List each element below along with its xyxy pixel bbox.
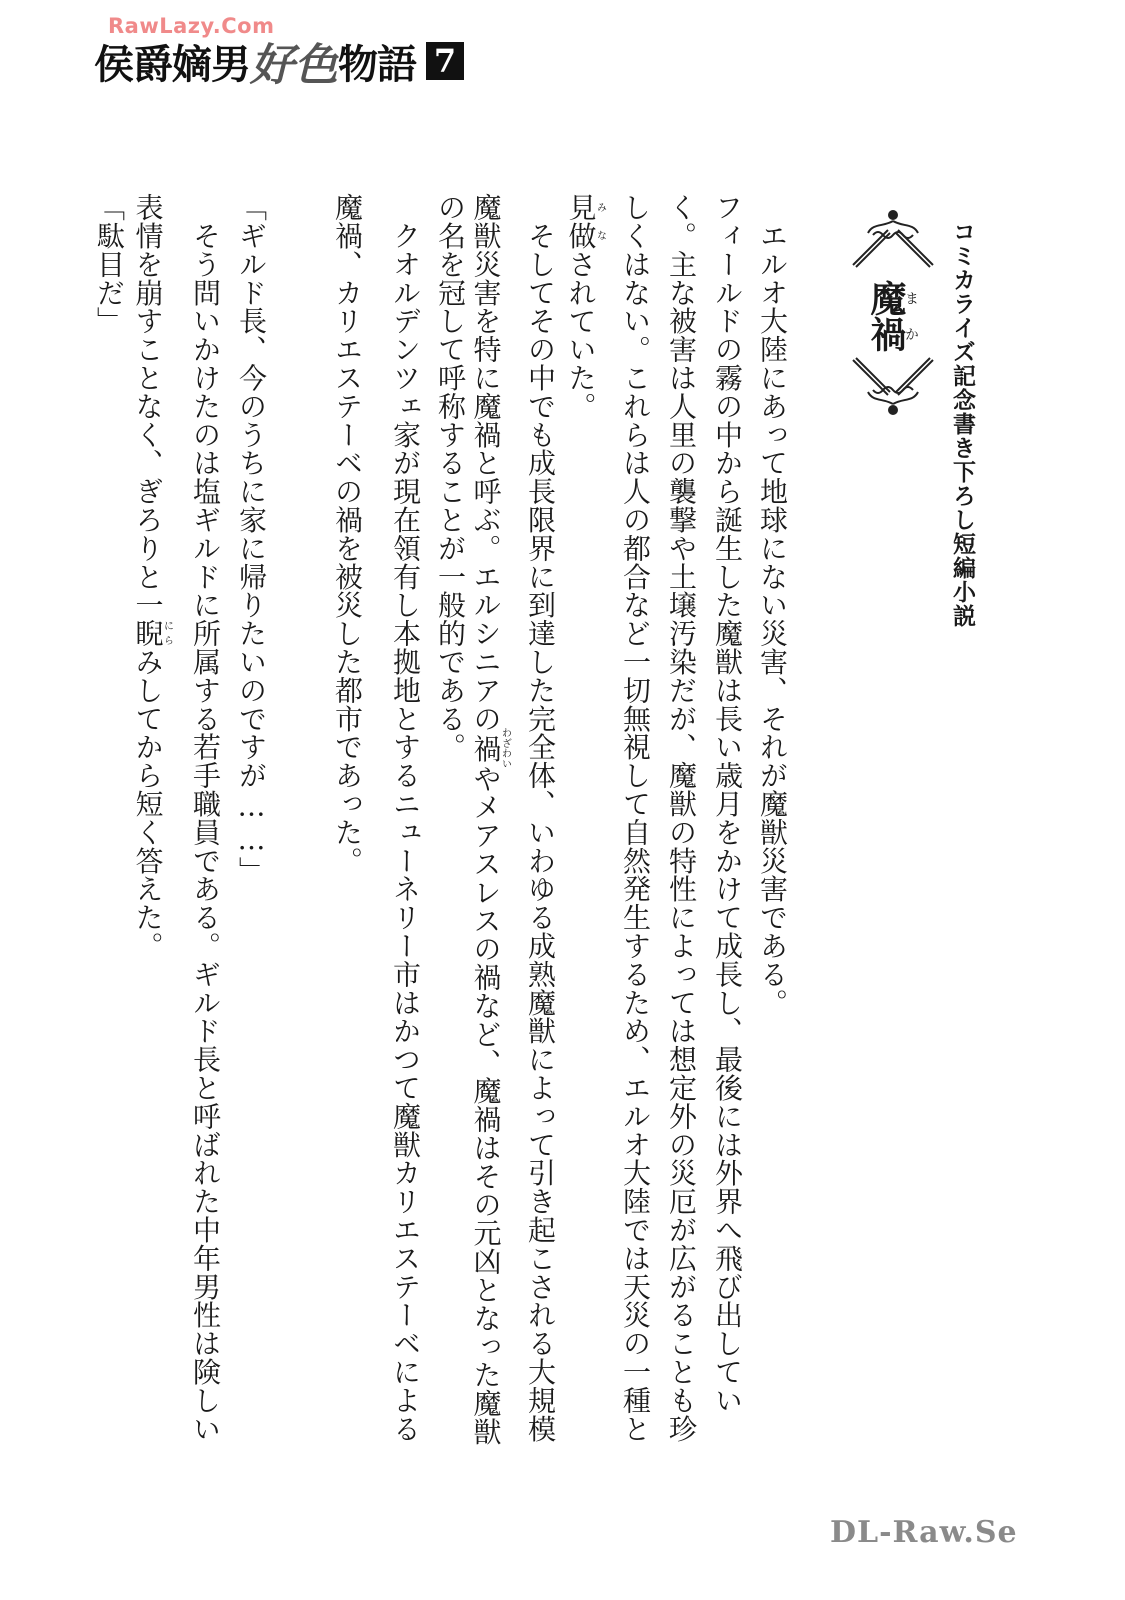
ruby-text: にら <box>161 619 173 648</box>
text-column <box>620 193 650 1443</box>
text: の名を冠して呼称することが一般的である。 <box>434 193 467 761</box>
text: みしてから短く答えた。 <box>131 647 165 960</box>
title-part-b: 好色 <box>250 40 338 91</box>
ruby-text: わざわい <box>499 727 511 770</box>
section-heading: コミカライズ記念書き下ろし短編小説 <box>949 220 976 628</box>
ruby-base: 見做 <box>564 193 598 250</box>
text-column <box>332 193 362 875</box>
ruby-base: 禍 <box>469 727 503 770</box>
text: 「駄目だ」 <box>93 193 126 335</box>
text: 「ギルド長、今のうちに家に帰りたいのですが……」 <box>235 193 268 885</box>
text-column <box>469 193 511 1446</box>
text-column <box>94 193 124 335</box>
text-column <box>390 193 420 1443</box>
title-part-a: 侯爵嫡男 <box>94 40 250 88</box>
watermark-bottom: DL-Raw.Se <box>830 1515 1018 1550</box>
volume-badge: 7 <box>426 42 464 80</box>
text: そしてその中でも成長限界に到達した完全体、いわゆる成熟魔獣によって引き起こされる大規模 <box>524 193 557 1443</box>
text: 魔獣災害を特に魔禍と呼ぶ。エルシニアの <box>469 193 503 733</box>
text-column <box>712 193 742 1414</box>
story-title-ruby: ま <box>903 280 919 316</box>
book-title <box>94 36 464 91</box>
story-title-ruby: か <box>903 316 919 352</box>
text: やメアスレスの禍など、魔禍はその元凶となった魔獣 <box>469 764 503 1446</box>
text: クオルデンツェ家が現在領有し本拠地とするニューネリー市はかつて魔獣カリエステーベによる <box>389 193 422 1443</box>
text: エルオ大陸にあって地球にない災害、それが魔獣災害である。 <box>756 193 789 1017</box>
text: 表情を崩すことなく、ぎろりと一 <box>131 193 165 619</box>
text-column <box>236 193 266 885</box>
text-column <box>666 193 696 1443</box>
text: 魔禍、カリエステーベの禍を被災した都市であった。 <box>331 193 364 875</box>
text: そう問いかけたのは塩ギルドに所属する若手職員である。ギルド長と呼ばれた中年男性は険しい <box>189 193 222 1443</box>
text-column <box>131 193 173 960</box>
watermark-top: RawLazy.Com <box>108 14 275 38</box>
ruby-base: 睨 <box>131 619 165 648</box>
story-title-char: 禍 <box>865 316 907 352</box>
story-title-char: 魔 <box>865 280 907 316</box>
text: く。主な被害は人里の襲撃や土壌汚染だが、魔獣の特性によっては想定外の災厄が広がることも珍 <box>665 193 698 1443</box>
text-column <box>525 193 555 1443</box>
text: フィールドの霧の中から誕生した魔獣は長い歳月をかけて成長し、最後には外界へ飛び出してい <box>711 193 744 1415</box>
text: されていた。 <box>564 249 598 421</box>
text-column <box>190 193 220 1443</box>
title-part-c: 物語 <box>338 40 416 88</box>
text-column <box>435 193 465 761</box>
text: しくはない。これらは人の都合など一切無視して自然発生するため、エルオ大陸では天災の一種と <box>619 193 652 1443</box>
ruby-text: みな <box>594 193 606 250</box>
text-column <box>757 193 787 1017</box>
text-column <box>564 193 606 421</box>
story-title <box>866 280 918 352</box>
